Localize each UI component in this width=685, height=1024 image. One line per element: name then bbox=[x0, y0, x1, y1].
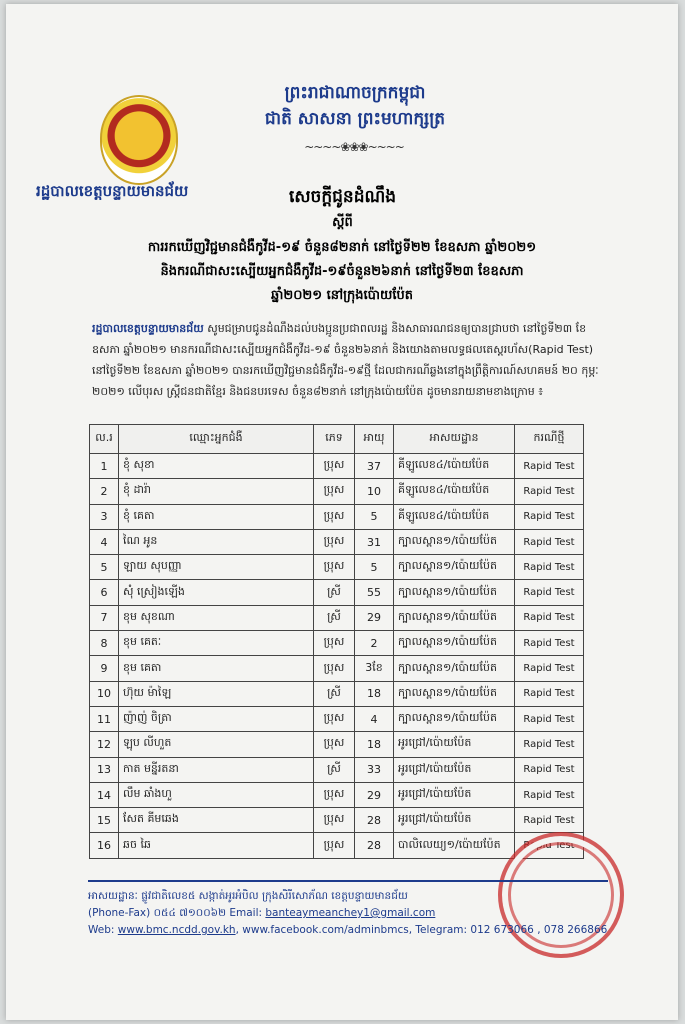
cell-sex: ស្រី bbox=[314, 681, 355, 706]
cell-case: Rapid Test bbox=[515, 656, 584, 681]
email-label: Email: bbox=[229, 907, 263, 919]
cell-name: ខុំ សុខា bbox=[119, 454, 314, 479]
cell-sex: ប្រុស bbox=[314, 732, 355, 757]
subject-line: ការរកឃើញវិជ្ជមានជំងឺកូវីដ-១៩ ចំនួន៨២នាក់ នៅថ្ងៃទី២២ ខែឧសភា ឆ្នាំ២០២១ bbox=[147, 240, 537, 255]
cell-case: Rapid Test bbox=[515, 757, 584, 782]
cell-address: អូរជ្រៅ/ប៉ោយប៉ែត bbox=[394, 782, 515, 807]
cell-address: ក្បាលស្ពាន១/ប៉ោយប៉ែត bbox=[394, 580, 515, 605]
cell-no: 15 bbox=[90, 808, 119, 833]
cell-no: 2 bbox=[90, 479, 119, 504]
cell-address: អូរជ្រៅ/ប៉ោយប៉ែត bbox=[394, 808, 515, 833]
cell-no: 9 bbox=[90, 656, 119, 681]
table-row bbox=[90, 782, 584, 807]
cell-address: គីឡូលេខ៤/ប៉ោយប៉ែត bbox=[394, 454, 515, 479]
cell-age: 4 bbox=[355, 706, 394, 731]
provincial-seal-logo bbox=[100, 95, 178, 185]
cell-no: 12 bbox=[90, 732, 119, 757]
footer bbox=[88, 880, 608, 939]
cell-address: អូរជ្រៅ/ប៉ោយប៉ែត bbox=[394, 757, 515, 782]
cell-sex: ស្រី bbox=[314, 757, 355, 782]
cell-age: 3ខែ bbox=[355, 656, 394, 681]
table-row bbox=[90, 732, 584, 757]
email-link[interactable]: banteaymeanchey1@gmail.com bbox=[265, 907, 436, 919]
table-row bbox=[90, 681, 584, 706]
table-row bbox=[90, 605, 584, 630]
cell-sex: ប្រុស bbox=[314, 706, 355, 731]
cell-age: 29 bbox=[355, 605, 394, 630]
header-no: ល.រ bbox=[90, 425, 119, 454]
cell-name: សែត គីមឆេង bbox=[119, 808, 314, 833]
cell-age: 5 bbox=[355, 555, 394, 580]
table-row bbox=[90, 555, 584, 580]
table-row bbox=[90, 808, 584, 833]
phone-label: (Phone-Fax) bbox=[88, 907, 151, 919]
cell-case: Rapid Test bbox=[515, 732, 584, 757]
header-age: អាយុ bbox=[355, 425, 394, 454]
cell-sex: ប្រុស bbox=[314, 782, 355, 807]
cell-sex: ប្រុស bbox=[314, 808, 355, 833]
cell-sex: ប្រុស bbox=[314, 631, 355, 656]
website-link[interactable]: www.bmc.ncdd.gov.kh bbox=[117, 924, 236, 936]
cell-address: អូរជ្រៅ/ប៉ោយប៉ែត bbox=[394, 732, 515, 757]
web-label: Web: bbox=[88, 924, 115, 936]
cell-address: ក្បាលស្ពាន១/ប៉ោយប៉ែត bbox=[394, 605, 515, 630]
cell-case: Rapid Test bbox=[515, 706, 584, 731]
table-row bbox=[90, 580, 584, 605]
header-sex: ភេទ bbox=[314, 425, 355, 454]
cell-sex: ប្រុស bbox=[314, 504, 355, 529]
cell-case: Rapid Test bbox=[515, 833, 584, 858]
footer-contact bbox=[88, 905, 608, 922]
table-header-row bbox=[90, 425, 584, 454]
cell-address: គីឡូលេខ៤/ប៉ោយប៉ែត bbox=[394, 479, 515, 504]
table-row bbox=[90, 504, 584, 529]
cell-age: 55 bbox=[355, 580, 394, 605]
cell-name: ខុំ ដារ៉ា bbox=[119, 479, 314, 504]
cell-case: Rapid Test bbox=[515, 580, 584, 605]
header-case: ករណីថ្មី bbox=[515, 425, 584, 454]
cell-case: Rapid Test bbox=[515, 782, 584, 807]
cell-age: 10 bbox=[355, 479, 394, 504]
cell-sex: ប្រុស bbox=[314, 555, 355, 580]
cell-case: Rapid Test bbox=[515, 555, 584, 580]
table-row bbox=[90, 656, 584, 681]
table-row bbox=[90, 757, 584, 782]
cell-sex: ប្រុស bbox=[314, 454, 355, 479]
cell-name: សុំ ស្រៀងឡើង bbox=[119, 580, 314, 605]
cell-no: 3 bbox=[90, 504, 119, 529]
cell-name: ញ៉ាញ់ ចិត្រា bbox=[119, 706, 314, 731]
subject-block bbox=[92, 236, 592, 308]
cell-no: 13 bbox=[90, 757, 119, 782]
cell-address: ក្បាលស្ពាន១/ប៉ោយប៉ែត bbox=[394, 555, 515, 580]
national-motto: ជាតិ សាសនា ព្រះមហាក្សត្រ bbox=[264, 109, 446, 129]
cell-no: 1 bbox=[90, 454, 119, 479]
cell-age: 28 bbox=[355, 808, 394, 833]
cell-age: 2 bbox=[355, 631, 394, 656]
table-row bbox=[90, 706, 584, 731]
cell-name: ឡុប លីហួត bbox=[119, 732, 314, 757]
cell-case: Rapid Test bbox=[515, 504, 584, 529]
cell-address: បាលិលេយ្យ១/ប៉ោយប៉ែត bbox=[394, 833, 515, 858]
body-paragraph bbox=[92, 318, 608, 402]
cell-age: 37 bbox=[355, 454, 394, 479]
cell-sex: ប្រុស bbox=[314, 479, 355, 504]
cell-case: Rapid Test bbox=[515, 681, 584, 706]
header-address: អាសយដ្ឋាន bbox=[394, 425, 515, 454]
cell-no: 11 bbox=[90, 706, 119, 731]
facebook-link[interactable]: www.facebook.com/adminbmcs bbox=[242, 924, 409, 936]
cell-sex: ប្រុស bbox=[314, 656, 355, 681]
body-text: សូមជម្រាបជូនដំណឹងដល់បងប្អូនប្រជាពលរដ្ឋ និងសាធារណជនឲ្យបានជ្រាបថា នៅថ្ងៃទី២៣ ខែឧសភា ឆ្នាំ២០២១ មានករណីជាសះស្បើយអ្នកជំងឺកូវីដ-១៩ ចំនួន២៦នាក់ និងយោងតាមលទ្ធផលតេស្តរហ័ស(Rapid Test) នៅថ្ងៃទី២២ ខែឧសភា ឆ្នាំ២០២១ បានរកឃើញវិជ្ជមានជំងឺកូវីដ-១៩ថ្មី ដែលជាករណីឆ្លងនៅក្នុងព្រឹត្តិការណ៍សហគមន៍ ២០ កុម្ភៈ ២០២១ លើបុរស ស្ត្រីជនជាតិខ្មែរ និងជនបរទេស ចំនួន៨២នាក់ នៅក្រុងប៉ោយប៉ែត ដូចមានរាយនាមខាងក្រោម ៖ bbox=[92, 322, 599, 398]
cell-name: ឆច ឆៃ bbox=[119, 833, 314, 858]
subject-label: ស្តីពី bbox=[332, 215, 353, 230]
table-row bbox=[90, 529, 584, 554]
cell-address: ក្បាលស្ពាន១/ប៉ោយប៉ែត bbox=[394, 631, 515, 656]
footer-address: អាសយដ្ឋានៈ ផ្លូវជាតិលេខ៥ សង្កាត់អូរអំបិល ក្រុងសិរីសោភ័ណ ខេត្តបន្ទាយមានជ័យ bbox=[88, 890, 408, 902]
cell-name: ហ៊ុយ ម៉ាឡៃ bbox=[119, 681, 314, 706]
table-row bbox=[90, 631, 584, 656]
cell-address: ក្បាលស្ពាន១/ប៉ោយប៉ែត bbox=[394, 529, 515, 554]
patients-table bbox=[89, 424, 584, 859]
cell-case: Rapid Test bbox=[515, 631, 584, 656]
cell-age: 18 bbox=[355, 681, 394, 706]
cell-name: ខុំ គេតា bbox=[119, 504, 314, 529]
cell-age: 28 bbox=[355, 833, 394, 858]
cell-sex: ស្រី bbox=[314, 580, 355, 605]
letterhead bbox=[230, 80, 480, 132]
table-row bbox=[90, 833, 584, 858]
cell-no: 10 bbox=[90, 681, 119, 706]
cell-age: 5 bbox=[355, 504, 394, 529]
subject-line: និងករណីជាសះស្បើយអ្នកជំងឺកូវីដ-១៩ចំនួន២៦នាក់ នៅថ្ងៃទី២៣ ខែឧសភា bbox=[160, 264, 524, 279]
cell-case: Rapid Test bbox=[515, 529, 584, 554]
footer-links: Web: www.bmc.ncdd.gov.kh, www.facebook.com/adminbmcs, Telegram: 012 673066 , 078 266866 bbox=[88, 924, 608, 936]
issuing-authority: រដ្ឋបាលខេត្តបន្ទាយមានជ័យ bbox=[36, 182, 189, 200]
cell-case: Rapid Test bbox=[515, 454, 584, 479]
cell-no: 7 bbox=[90, 605, 119, 630]
cell-name: លឹម ឆាំងហួ bbox=[119, 782, 314, 807]
cell-no: 14 bbox=[90, 782, 119, 807]
telegram-number: 012 673066 , 078 266866 bbox=[470, 924, 608, 936]
cell-sex: ប្រុស bbox=[314, 833, 355, 858]
body-lead: រដ្ឋបាលខេត្តបន្ទាយមានជ័យ bbox=[92, 322, 204, 335]
kingdom-name: ព្រះរាជាណាចក្រកម្ពុជា bbox=[284, 83, 426, 103]
cell-name: ខុម សុខណា bbox=[119, 605, 314, 630]
cell-case: Rapid Test bbox=[515, 808, 584, 833]
cell-no: 5 bbox=[90, 555, 119, 580]
phone-number: ០៥៤ ៧១០០៦២ bbox=[153, 907, 227, 919]
cell-no: 6 bbox=[90, 580, 119, 605]
telegram-label: Telegram: bbox=[415, 924, 468, 936]
cell-no: 8 bbox=[90, 631, 119, 656]
cell-name: ណៃ អូន bbox=[119, 529, 314, 554]
cell-age: 18 bbox=[355, 732, 394, 757]
motto-ornament: ~~~~❀❀❀~~~~ bbox=[304, 140, 404, 154]
cell-sex: ប្រុស bbox=[314, 529, 355, 554]
cell-age: 31 bbox=[355, 529, 394, 554]
cell-address: ក្បាលស្ពាន១/ប៉ោយប៉ែត bbox=[394, 681, 515, 706]
cell-name: ខុម គេតៈ bbox=[119, 631, 314, 656]
subject-line: ឆ្នាំ២០២១ នៅក្រុងប៉ោយប៉ែត bbox=[270, 288, 414, 303]
cell-case: Rapid Test bbox=[515, 479, 584, 504]
cell-address: ក្បាលស្ពាន១/ប៉ោយប៉ែត bbox=[394, 656, 515, 681]
cell-sex: ស្រី bbox=[314, 605, 355, 630]
cell-age: 29 bbox=[355, 782, 394, 807]
cell-case: Rapid Test bbox=[515, 605, 584, 630]
cell-no: 16 bbox=[90, 833, 119, 858]
cell-no: 4 bbox=[90, 529, 119, 554]
header-name: ឈ្មោះអ្នកជំងឺ bbox=[119, 425, 314, 454]
table-row bbox=[90, 479, 584, 504]
cell-name: ខុម គេតា bbox=[119, 656, 314, 681]
cell-address: ក្បាលស្ពាន១/ប៉ោយប៉ែត bbox=[394, 706, 515, 731]
cell-address: គីឡូលេខ៤/ប៉ោយប៉ែត bbox=[394, 504, 515, 529]
document-title: សេចក្តីជូនដំណឹង bbox=[288, 187, 397, 207]
cell-name: កាត មន្នីរតនា bbox=[119, 757, 314, 782]
table-row bbox=[90, 454, 584, 479]
cell-age: 33 bbox=[355, 757, 394, 782]
cell-name: ឡាយ សុបញ្ញា bbox=[119, 555, 314, 580]
